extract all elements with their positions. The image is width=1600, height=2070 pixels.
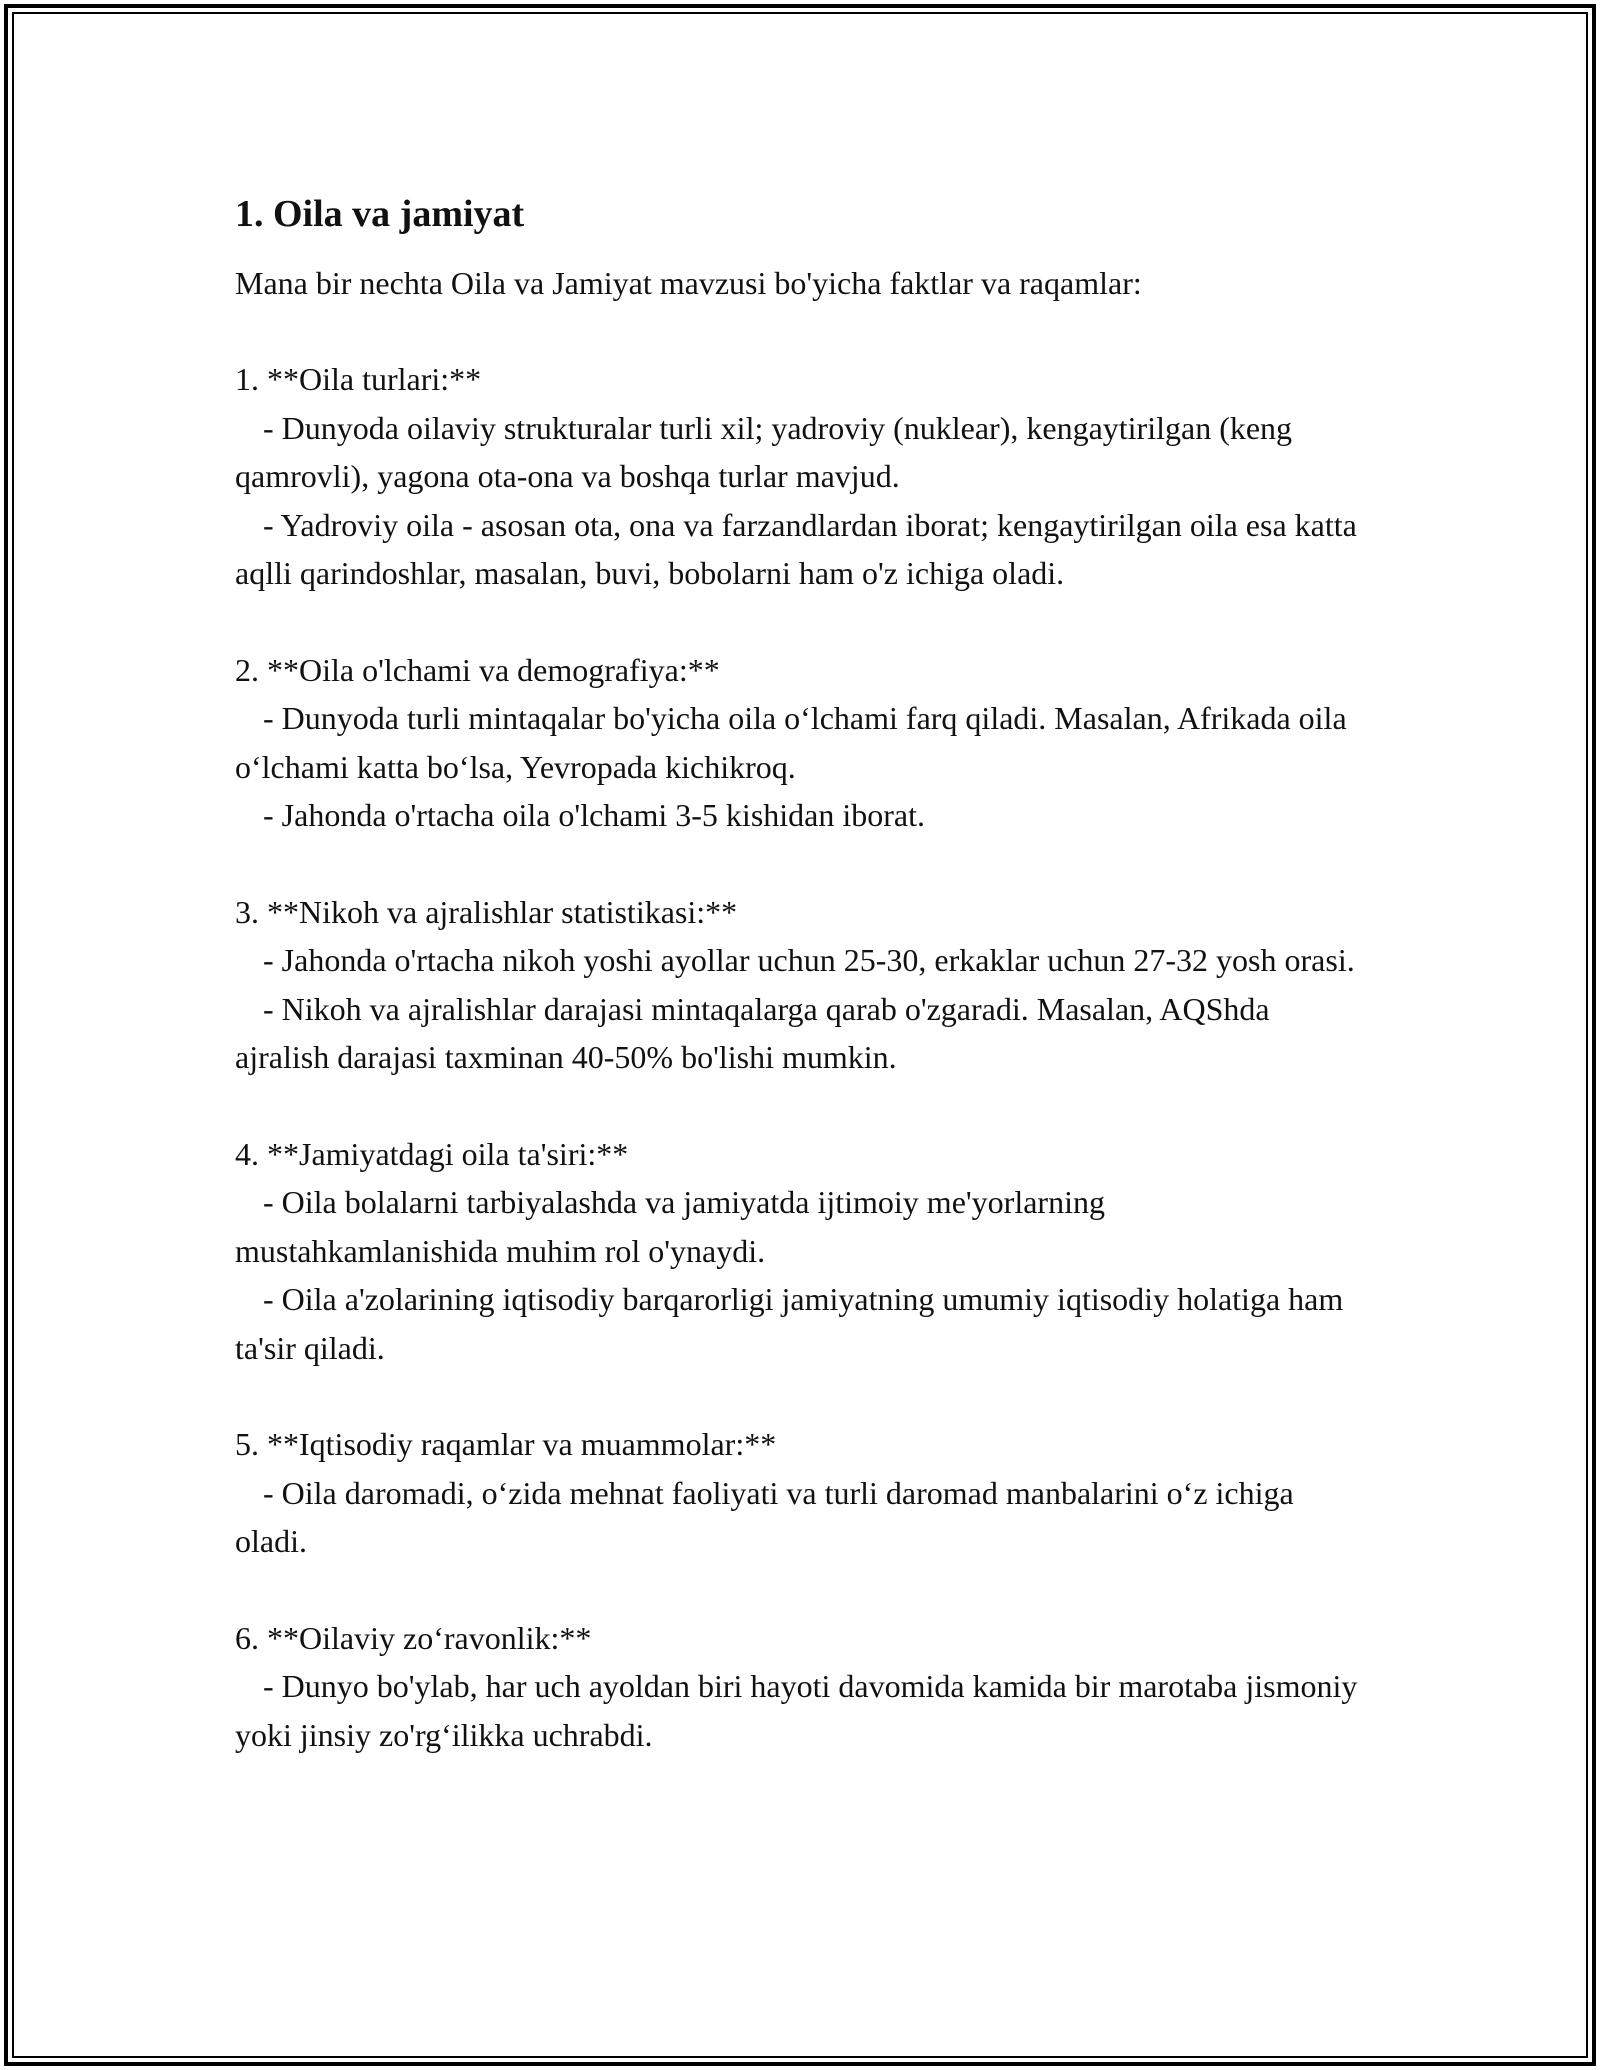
document-title: 1. Oila va jamiyat — [235, 193, 525, 235]
bullet-item: - Dunyoda oilaviy strukturalar turli xil; yadroviy (nuklear), kengaytirilgan (keng qamrovli), yagona ota-ona va boshqa turlar mavjud. — [235, 409, 1293, 494]
bullet-item: - Nikoh va ajralishlar darajasi mintaqalarga qarab o'zgaradi. Masalan, AQShda ajralish darajasi taxminan 40-50% bo'lishi mumkin. — [235, 990, 1270, 1075]
bullet-item: - Yadroviy oila - asosan ota, ona va farzandlardan iborat; kengaytirilgan oila esa katta aqlli qarindoshlar, masalan, buvi, bobolarni ham o'z ichiga oladi. — [235, 506, 1357, 591]
bullet-item: - Jahonda o'rtacha oila o'lchami 3-5 kishidan iborat. — [263, 797, 925, 833]
intro-paragraph: Mana bir nechta Oila va Jamiyat mavzusi bo'yicha faktlar va raqamlar: — [235, 265, 1142, 301]
section-heading: 4. **Jamiyatdagi oila ta'siri:** — [235, 1135, 629, 1172]
section-4 — [235, 1130, 1365, 1373]
bullet-item: - Jahonda o'rtacha nikoh yoshi ayollar uchun 25-30, erkaklar uchun 27-32 yosh orasi. — [263, 942, 1355, 978]
bullet-item: - Oila bolalarni tarbiyalashda va jamiyatda ijtimoiy me'yorlarning mustahkamlanishida muhim rol o'ynaydi. — [235, 1184, 1105, 1269]
section-heading: 1. **Oila turlari:** — [235, 361, 482, 397]
document-body — [235, 185, 1365, 1759]
bullet-item: - Dunyoda turli mintaqalar bo'yicha oila oʻlchami farq qiladi. Masalan, Afrikada oila oʻlchami katta boʻlsa, Yevropada kichikroq. — [235, 700, 1347, 785]
section-heading: 3. **Nikoh va ajralishlar statistikasi:** — [235, 893, 738, 930]
section-3 — [235, 888, 1365, 1082]
section-heading: 5. **Iqtisodiy raqamlar va muammolar:** — [235, 1426, 777, 1462]
section-heading: 2. **Oila o'lchami va demografiya:** — [235, 651, 720, 688]
bullet-item: - Oila a'zolarining iqtisodiy barqarorligi jamiyatning umumiy iqtisodiy holatiga ham ta'sir qiladi. — [235, 1281, 1344, 1366]
section-2 — [235, 646, 1365, 840]
bullet-item: - Dunyo bo'ylab, har uch ayoldan biri hayoti davomida kamida bir marotaba jismoniy yoki jinsiy zo'rgʻilikka uchrabdi. — [235, 1668, 1358, 1753]
section-1 — [235, 355, 1365, 598]
section-heading: 6. **Oilaviy zoʻravonlik:** — [235, 1619, 592, 1656]
bullet-item: - Oila daromadi, oʻzida mehnat faoliyati va turli daromad manbalarini oʻz ichiga oladi. — [235, 1474, 1294, 1559]
section-6 — [235, 1614, 1365, 1760]
section-5 — [235, 1420, 1365, 1566]
